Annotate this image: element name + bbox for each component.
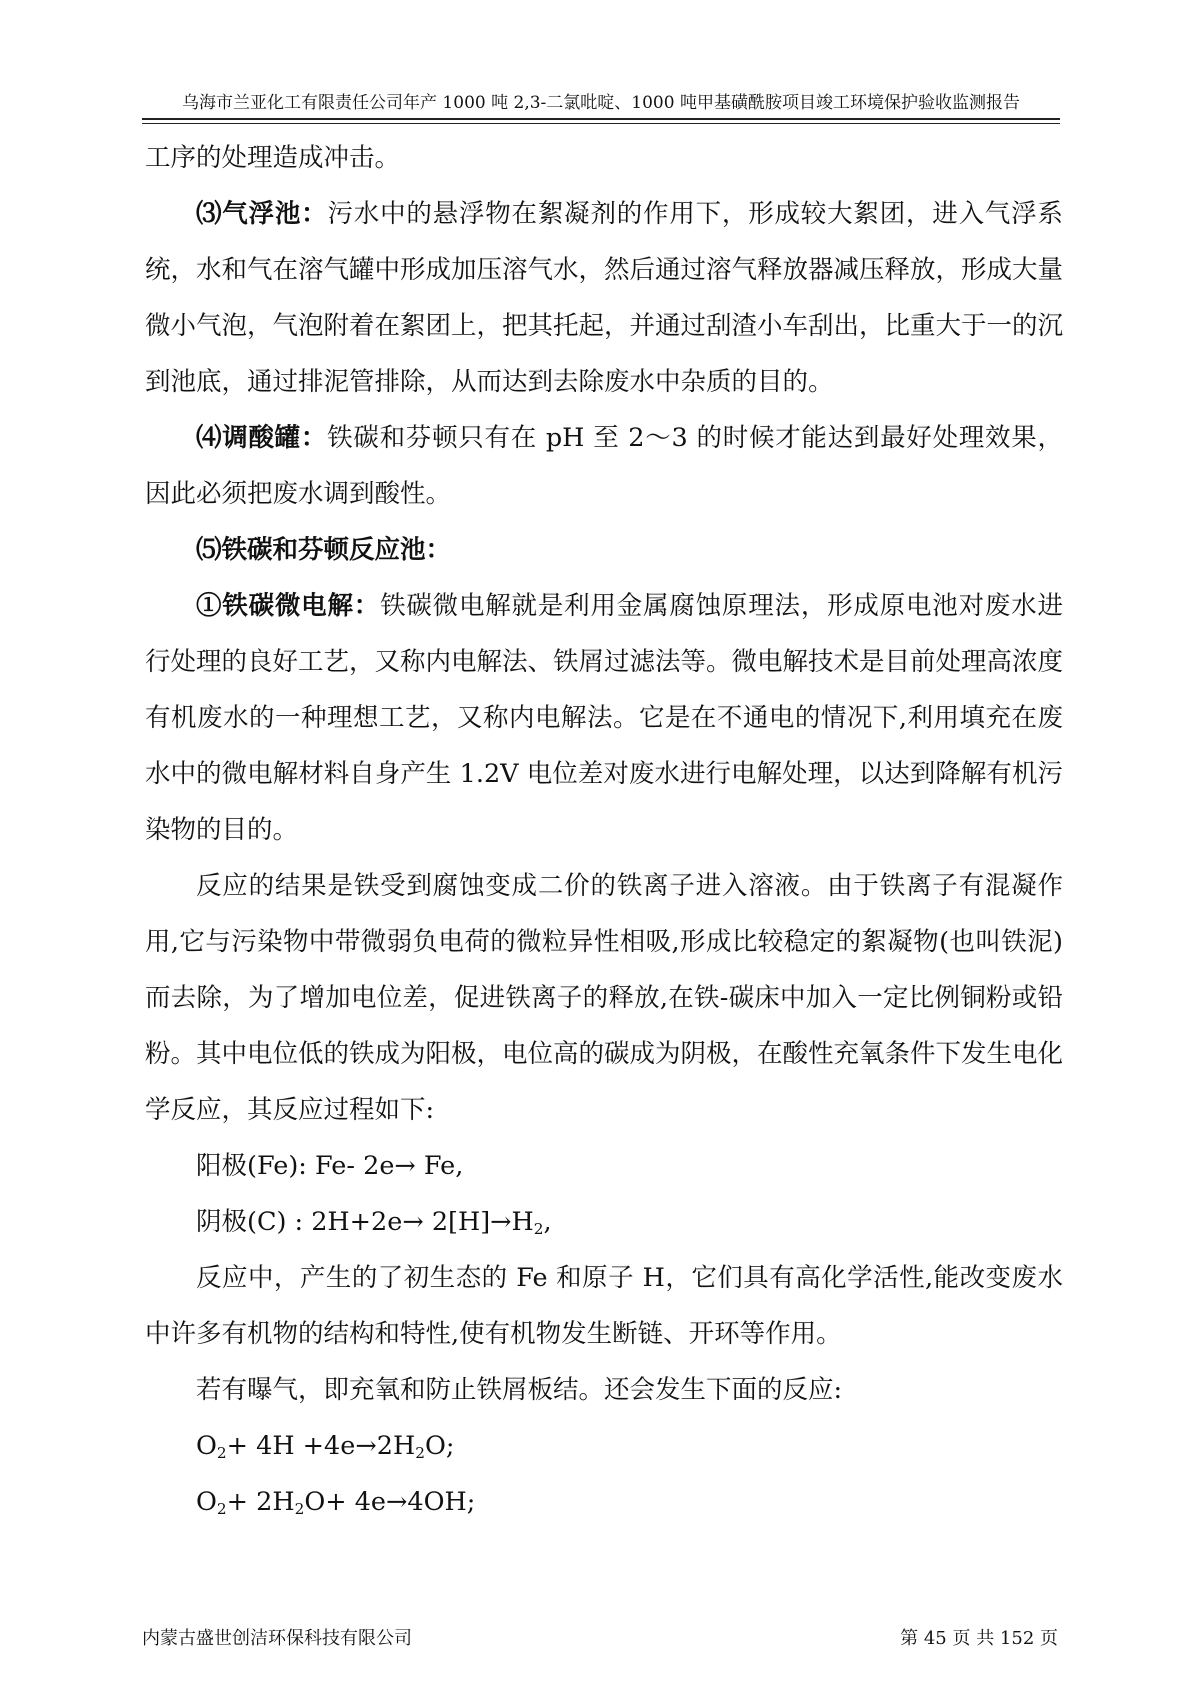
eq4-part-a: O xyxy=(196,1487,217,1517)
eq3-part-b: + 4H +4e→2H xyxy=(226,1431,416,1461)
header-rule-thin xyxy=(142,123,1060,124)
document-body xyxy=(145,130,1063,1530)
equation-cathode-main: 阴极(C) : 2H+2e→ 2[H]→H xyxy=(196,1207,534,1237)
acid-tank-text: 铁碳和芬顿只有在 pH 至 2～3 的时候才能达到最好处理效果，因此必须把废水调到酸性。 xyxy=(145,423,1063,509)
paragraph-acid-tank xyxy=(145,410,1063,522)
eq4-sub-b: 2 xyxy=(294,1499,305,1518)
equation-oxygen-1 xyxy=(145,1418,1063,1474)
section-heading-fenton: ⑸铁碳和芬顿反应池： xyxy=(196,535,452,565)
equation-cathode xyxy=(145,1194,1063,1250)
equation-cathode-subscript: 2 xyxy=(533,1219,544,1238)
paragraph-1: 工序的处理造成冲击。 xyxy=(145,143,401,173)
paragraph-reaction-result: 反应的结果是铁受到腐蚀变成二价的铁离子进入溶液。由于铁离子有混凝作用,它与污染物中带微弱负电荷的微粒异性相吸,形成比较稳定的絮凝物(也叫铁泥)而去除，为了增加电位差，促进铁离子的释放,在铁-碳床中加入一定比例铜粉或铅粉。其中电位低的铁成为阳极，电位高的碳成为阴极，在酸性充氧条件下发生电化学反应，其反应过程如下: xyxy=(145,871,1064,1125)
air-flotation-label: ⑶气浮池： xyxy=(196,199,328,229)
eq4-part-b: + 2H xyxy=(226,1487,295,1517)
micro-electrolysis-text: 铁碳微电解就是利用金属腐蚀原理法，形成原电池对废水进行处理的良好工艺，又称内电解法、铁屑过滤法等。微电解技术是目前处理高浓度有机废水的一种理想工艺，又称内电解法。它是在不通电的情况下,利用填充在废水中的微电解材料自身产生 1.2V 电位差对废水进行电解处理，以达到降解有机污染物的目的。 xyxy=(145,591,1064,845)
air-flotation-text: 污水中的悬浮物在絮凝剂的作用下，形成较大絮团，进入气浮系统，水和气在溶气罐中形成加压溶气水，然后通过溶气释放器减压释放，形成大量微小气泡，气泡附着在絮团上，把其托起，并通过刮渣小车刮出，比重大于一的沉到池底，通过排泥管排除，从而达到去除废水中杂质的目的。 xyxy=(145,199,1064,397)
eq3-part-c: O; xyxy=(424,1431,455,1461)
eq3-part-a: O xyxy=(196,1431,217,1461)
footer-page-number: 第 45 页 共 152 页 xyxy=(900,1628,1058,1649)
eq4-sub-a: 2 xyxy=(216,1499,227,1518)
equation-cathode-tail: , xyxy=(543,1207,552,1237)
equation-oxygen-2 xyxy=(145,1474,1063,1530)
footer-company: 内蒙古盛世创洁环保科技有限公司 xyxy=(142,1628,412,1649)
paragraph-nascent-state: 反应中，产生的了初生态的 Fe 和原子 H，它们具有高化学活性,能改变废水中许多有机物的结构和特性,使有机物发生断链、开环等作用。 xyxy=(145,1263,1063,1349)
paragraph-air-flotation xyxy=(145,186,1063,410)
paragraph-aeration: 若有曝气，即充氧和防止铁屑板结。还会发生下面的反应: xyxy=(196,1375,843,1405)
paragraph-micro-electrolysis xyxy=(145,578,1063,858)
eq3-sub-b: 2 xyxy=(415,1443,425,1462)
micro-electrolysis-label: ①铁碳微电解： xyxy=(196,591,381,621)
eq4-part-c: O+ 4e→4OH; xyxy=(304,1487,476,1517)
page-header: 乌海市兰亚化工有限责任公司年产 1000 吨 2,3-二氯吡啶、1000 吨甲基磺酰胺项目竣工环境保护验收监测报告 xyxy=(182,93,1020,113)
acid-tank-label: ⑷调酸罐： xyxy=(196,423,328,453)
equation-anode: 阳极(Fe): Fe- 2e→ Fe, xyxy=(196,1151,464,1181)
header-rule-thick xyxy=(142,118,1060,120)
eq3-sub-a: 2 xyxy=(216,1443,227,1462)
